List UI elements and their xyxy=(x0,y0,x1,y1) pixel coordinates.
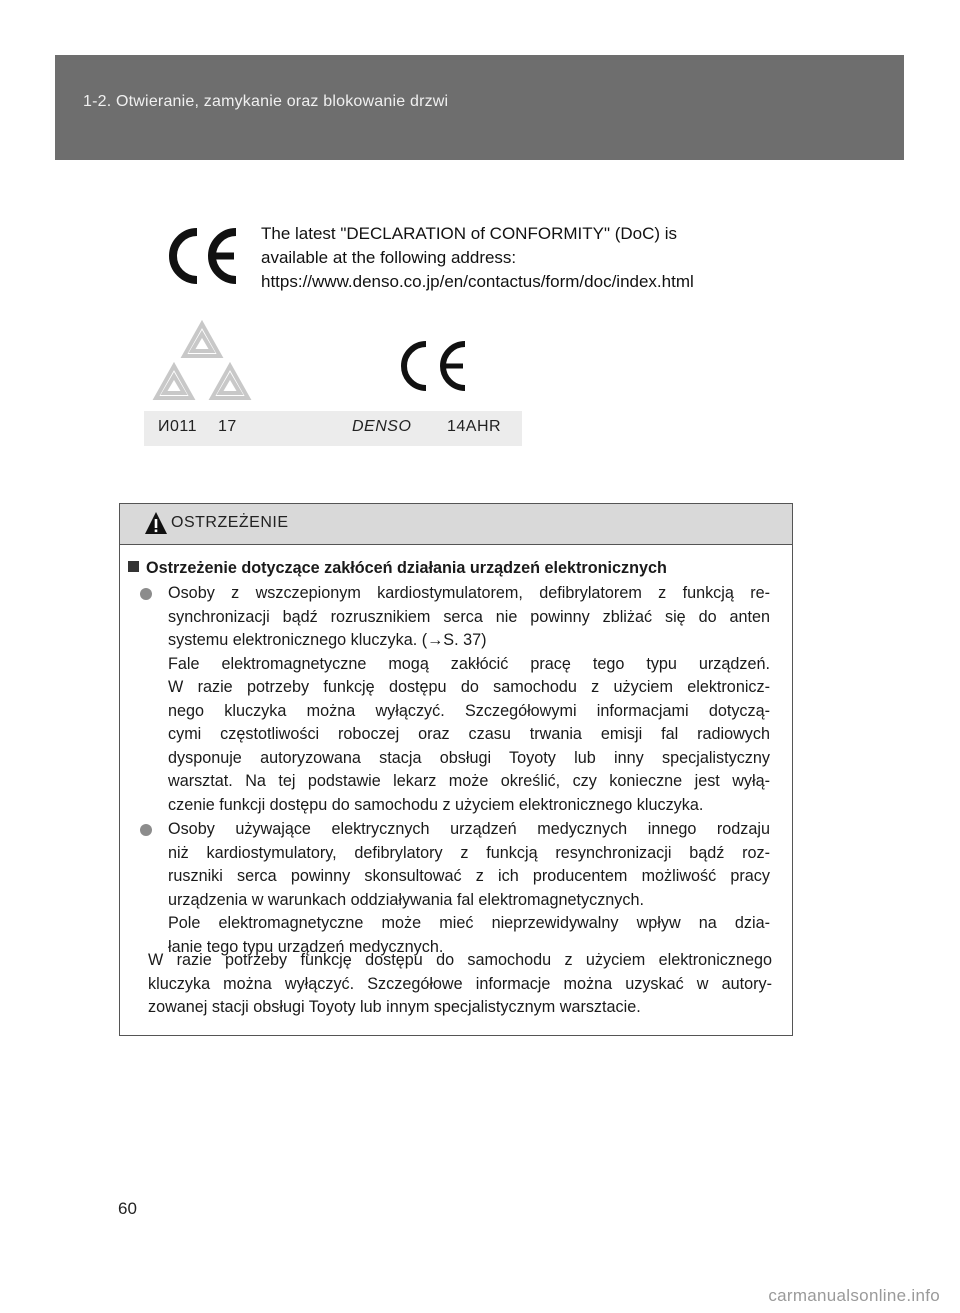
text-line: synchronizacji bądź rozrusznikiem serca nie powinny zbliżać się do anten xyxy=(168,607,770,626)
warning-title: OSTRZEŻENIE xyxy=(171,514,289,531)
doc-notice-line: The latest "DECLARATION of CONFORMITY" (DoC) is xyxy=(261,224,678,243)
bullet-text xyxy=(168,582,770,817)
text-line: urządzenia w warunkach oddziaływania fal elektromagnetycznych. xyxy=(168,890,644,909)
text-line: W razie potrzeby funkcję dostępu do samochodu z użyciem elektronicz- xyxy=(168,678,770,696)
text-line: zowanej stacji obsługi Toyoty lub innym specjalistycznym warsztacie. xyxy=(148,998,641,1016)
warning-header xyxy=(120,504,792,545)
text-line: łanie tego typu urządzeń medycznych. xyxy=(168,937,444,956)
warning-triangle-icon xyxy=(144,510,168,536)
text-line: warsztat. Na tej podstawie lekarz może określić, czy konieczne jest wyłą- xyxy=(168,772,770,790)
model-code: 14AHR xyxy=(447,418,502,435)
recycle-triangles-icon xyxy=(150,318,254,408)
ce-mark-small-logo xyxy=(395,338,471,394)
text-line: W razie potrzeby funkcję dostępu do samochodu z użyciem elektronicznego xyxy=(148,951,772,969)
doc-notice xyxy=(261,222,781,294)
page-number: 60 xyxy=(118,1199,137,1218)
list-item xyxy=(140,582,770,817)
bullet-text xyxy=(168,818,770,959)
text-line: kluczyka można wyłączyć. Szczegółowe informacje można uzyskać w autory- xyxy=(148,974,772,993)
text-line: Pole elektromagnetyczne może mieć nieprzewidywalny wpływ na dzia- xyxy=(168,914,770,932)
text-line: czenie funkcji dostępu do samochodu z użyciem elektronicznego kluczyka. xyxy=(168,795,704,814)
text-line: nego kluczyka można wyłączyć. Szczegółowymi informacjami dotyczą- xyxy=(168,701,770,720)
cert-number: 17 xyxy=(218,418,237,435)
warning-heading xyxy=(128,557,667,581)
text-line: niż kardiostymulatory, defibrylatory z funkcją resynchronizacji bądź roz- xyxy=(168,843,770,862)
text-line: cymi częstotliwości roboczej oraz czasu trwania emisji fal radiowych xyxy=(168,725,770,743)
text-line: dysponuje autoryzowana stacja obsługi Toyoty lub inny specjalistyczny xyxy=(168,748,770,767)
text-line: ruszniki serca powinny skonsultować z ich producentem możliwość pracy xyxy=(168,867,770,885)
text-line: Osoby z wszczepionym kardiostymulatorem, defibrylatorem z funkcją re- xyxy=(168,584,770,602)
maker-name: DENSO xyxy=(352,418,412,435)
text-line: Osoby używające elektrycznych urządzeń medycznych innego rodzaju xyxy=(168,820,770,838)
warning-box xyxy=(119,503,793,1036)
text-line: Fale elektromagnetyczne mogą zakłócić pracę tego typu urządzeń. xyxy=(168,654,770,673)
cert-code: И011 xyxy=(158,418,198,435)
closing-paragraph xyxy=(148,949,772,1020)
doc-notice-line: available at the following address: xyxy=(261,248,517,267)
warning-heading-text: Ostrzeżenie dotyczące zakłóceń działania urządzeń elektronicznych xyxy=(146,559,667,577)
ce-mark-logo xyxy=(164,226,240,286)
watermark: carmanualsonline.info xyxy=(768,1286,940,1305)
bullet-dot-icon xyxy=(140,588,152,600)
bullet-dot-icon xyxy=(140,824,152,836)
doc-notice-url: https://www.denso.co.jp/en/contactus/form/doc/index.html xyxy=(261,272,694,291)
text-line: systemu elektronicznego kluczyka. (→S. 37) xyxy=(168,631,487,649)
square-bullet-icon xyxy=(128,561,139,572)
section-title: 1-2. Otwieranie, zamykanie oraz blokowanie drzwi xyxy=(83,93,449,110)
list-item xyxy=(140,818,770,959)
